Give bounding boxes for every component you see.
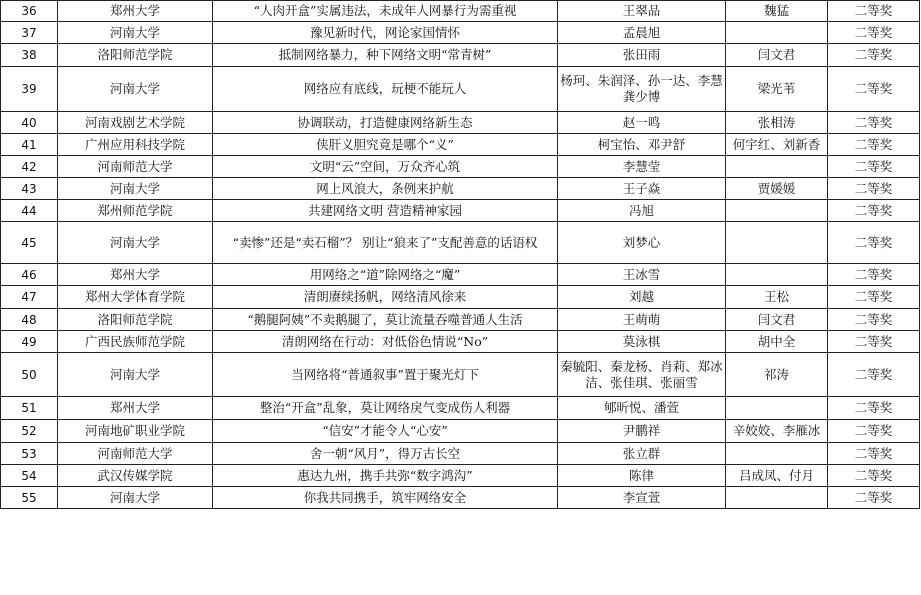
school-cell: 洛阳师范学院 — [58, 44, 213, 67]
row-number: 39 — [1, 67, 58, 112]
authors-cell: 刘梦心 — [558, 222, 726, 264]
table-row — [1, 443, 920, 465]
table-body — [1, 1, 920, 509]
row-number: 40 — [1, 112, 58, 134]
table-row — [1, 178, 920, 200]
award-cell: 二等奖 — [828, 264, 920, 286]
table-row — [1, 156, 920, 178]
school-cell: 河南大学 — [58, 22, 213, 44]
row-number: 48 — [1, 309, 58, 331]
title-cell: 舍一朝“风月”，得万古长空 — [213, 443, 558, 465]
advisor-cell: 闫文君 — [726, 309, 828, 331]
title-cell: 网络应有底线，玩梗不能玩人 — [213, 67, 558, 112]
award-cell: 二等奖 — [828, 112, 920, 134]
advisor-cell — [726, 222, 828, 264]
table-row — [1, 264, 920, 286]
school-cell: 河南大学 — [58, 487, 213, 509]
row-number: 49 — [1, 331, 58, 353]
title-cell: 豫见新时代，网论家国情怀 — [213, 22, 558, 44]
table-row — [1, 67, 920, 112]
authors-cell: 尹鹏祥 — [558, 420, 726, 443]
school-cell: 郑州大学 — [58, 397, 213, 420]
authors-cell: 冯旭 — [558, 200, 726, 222]
title-cell: 共建网络文明 营造精神家园 — [213, 200, 558, 222]
authors-cell: 杨珂、朱润泽、孙一达、李慧龚少博 — [558, 67, 726, 112]
advisor-cell — [726, 200, 828, 222]
authors-cell: 孟晨旭 — [558, 22, 726, 44]
school-cell: 河南大学 — [58, 222, 213, 264]
advisor-cell: 梁光苇 — [726, 67, 828, 112]
table-row — [1, 420, 920, 443]
table-row — [1, 134, 920, 156]
advisor-cell: 魏猛 — [726, 1, 828, 22]
row-number: 53 — [1, 443, 58, 465]
award-cell: 二等奖 — [828, 178, 920, 200]
advisor-cell: 祁涛 — [726, 353, 828, 397]
authors-cell: 张田雨 — [558, 44, 726, 67]
title-cell: 协调联动，打造健康网络新生态 — [213, 112, 558, 134]
table-row — [1, 331, 920, 353]
advisor-cell: 何宇红、刘新香 — [726, 134, 828, 156]
title-cell: “人肉开盒”实属违法，未成年人网暴行为需重视 — [213, 1, 558, 22]
table-row — [1, 1, 920, 22]
advisor-cell: 闫文君 — [726, 44, 828, 67]
title-cell: 当网络将“普通叙事”置于聚光灯下 — [213, 353, 558, 397]
row-number: 52 — [1, 420, 58, 443]
authors-cell: 王萌萌 — [558, 309, 726, 331]
advisor-cell: 张相涛 — [726, 112, 828, 134]
award-cell: 二等奖 — [828, 156, 920, 178]
table-row — [1, 465, 920, 487]
authors-cell: 莫泳棋 — [558, 331, 726, 353]
award-cell: 二等奖 — [828, 134, 920, 156]
authors-cell: 秦毓阳、秦龙杨、肖莉、郑冰洁、张佳琪、张丽雪 — [558, 353, 726, 397]
row-number: 46 — [1, 264, 58, 286]
row-number: 38 — [1, 44, 58, 67]
school-cell: 河南大学 — [58, 67, 213, 112]
award-cell: 二等奖 — [828, 331, 920, 353]
award-cell: 二等奖 — [828, 22, 920, 44]
advisor-cell — [726, 487, 828, 509]
table-row — [1, 309, 920, 331]
school-cell: 河南大学 — [58, 178, 213, 200]
authors-cell: 赵一鸣 — [558, 112, 726, 134]
table-row — [1, 487, 920, 509]
advisor-cell: 吕成凤、付月 — [726, 465, 828, 487]
title-cell: 你我共同携手，筑牢网络安全 — [213, 487, 558, 509]
school-cell: 郑州大学 — [58, 1, 213, 22]
authors-cell: 张立群 — [558, 443, 726, 465]
advisor-cell: 王松 — [726, 286, 828, 309]
title-cell: 网上风浪大，条例来护航 — [213, 178, 558, 200]
title-cell: 清朗赓续扬帆，网络清风徐来 — [213, 286, 558, 309]
school-cell: 广西民族师范学院 — [58, 331, 213, 353]
advisor-cell — [726, 397, 828, 420]
title-cell: 清朗网络在行动：对低俗色情说“No” — [213, 331, 558, 353]
table-row — [1, 44, 920, 67]
authors-cell: 王冰雪 — [558, 264, 726, 286]
row-number: 44 — [1, 200, 58, 222]
row-number: 43 — [1, 178, 58, 200]
school-cell: 河南地矿职业学院 — [58, 420, 213, 443]
advisor-cell: 辛姣姣、李雁冰 — [726, 420, 828, 443]
row-number: 50 — [1, 353, 58, 397]
title-cell: 惠达九州，携手共弥“数字鸿沟” — [213, 465, 558, 487]
table-row — [1, 112, 920, 134]
advisor-cell — [726, 156, 828, 178]
advisor-cell — [726, 264, 828, 286]
table-row — [1, 353, 920, 397]
award-cell: 二等奖 — [828, 1, 920, 22]
row-number: 42 — [1, 156, 58, 178]
row-number: 51 — [1, 397, 58, 420]
authors-cell: 柯宝怡、邓尹舒 — [558, 134, 726, 156]
row-number: 55 — [1, 487, 58, 509]
table-row — [1, 200, 920, 222]
award-cell: 二等奖 — [828, 443, 920, 465]
advisor-cell: 胡中全 — [726, 331, 828, 353]
school-cell: 武汉传媒学院 — [58, 465, 213, 487]
award-cell: 二等奖 — [828, 397, 920, 420]
authors-cell: 刘越 — [558, 286, 726, 309]
row-number: 54 — [1, 465, 58, 487]
authors-cell: 王子焱 — [558, 178, 726, 200]
school-cell: 郑州师范学院 — [58, 200, 213, 222]
authors-cell: 李宣萱 — [558, 487, 726, 509]
row-number: 37 — [1, 22, 58, 44]
advisor-cell — [726, 22, 828, 44]
table-row — [1, 222, 920, 264]
school-cell: 郑州大学体育学院 — [58, 286, 213, 309]
award-cell: 二等奖 — [828, 286, 920, 309]
school-cell: 河南师范大学 — [58, 443, 213, 465]
award-cell: 二等奖 — [828, 353, 920, 397]
award-cell: 二等奖 — [828, 67, 920, 112]
award-cell: 二等奖 — [828, 222, 920, 264]
award-cell: 二等奖 — [828, 44, 920, 67]
title-cell: “鹅腿阿姨”不卖鹅腿了，莫让流量吞噬普通人生活 — [213, 309, 558, 331]
school-cell: 河南大学 — [58, 353, 213, 397]
school-cell: 郑州大学 — [58, 264, 213, 286]
authors-cell: 郇昕悦、潘萱 — [558, 397, 726, 420]
title-cell: 整治“开盒”乱象，莫让网络戾气变成伤人利器 — [213, 397, 558, 420]
title-cell: 文明“云”空间，万众齐心筑 — [213, 156, 558, 178]
award-cell: 二等奖 — [828, 487, 920, 509]
school-cell: 河南戏剧艺术学院 — [58, 112, 213, 134]
row-number: 47 — [1, 286, 58, 309]
table-row — [1, 22, 920, 44]
advisor-cell — [726, 443, 828, 465]
award-cell: 二等奖 — [828, 465, 920, 487]
row-number: 45 — [1, 222, 58, 264]
row-number: 41 — [1, 134, 58, 156]
school-cell: 广州应用科技学院 — [58, 134, 213, 156]
authors-cell: 王翠品 — [558, 1, 726, 22]
title-cell: 用网络之“道”除网络之“魔” — [213, 264, 558, 286]
school-cell: 河南师范大学 — [58, 156, 213, 178]
title-cell: 抵制网络暴力，种下网络文明“常青树” — [213, 44, 558, 67]
award-cell: 二等奖 — [828, 200, 920, 222]
authors-cell: 陈律 — [558, 465, 726, 487]
title-cell: “卖惨”还是“卖石榴”？ 别让“狼来了”支配善意的话语权 — [213, 222, 558, 264]
school-cell: 洛阳师范学院 — [58, 309, 213, 331]
advisor-cell: 贾媛媛 — [726, 178, 828, 200]
row-number: 36 — [1, 1, 58, 22]
award-cell: 二等奖 — [828, 420, 920, 443]
award-cell: 二等奖 — [828, 309, 920, 331]
title-cell: 侠肝义胆究竟是哪个“义” — [213, 134, 558, 156]
table-row — [1, 286, 920, 309]
title-cell: “信安”才能令人“心安” — [213, 420, 558, 443]
authors-cell: 李慧莹 — [558, 156, 726, 178]
table-row — [1, 397, 920, 420]
